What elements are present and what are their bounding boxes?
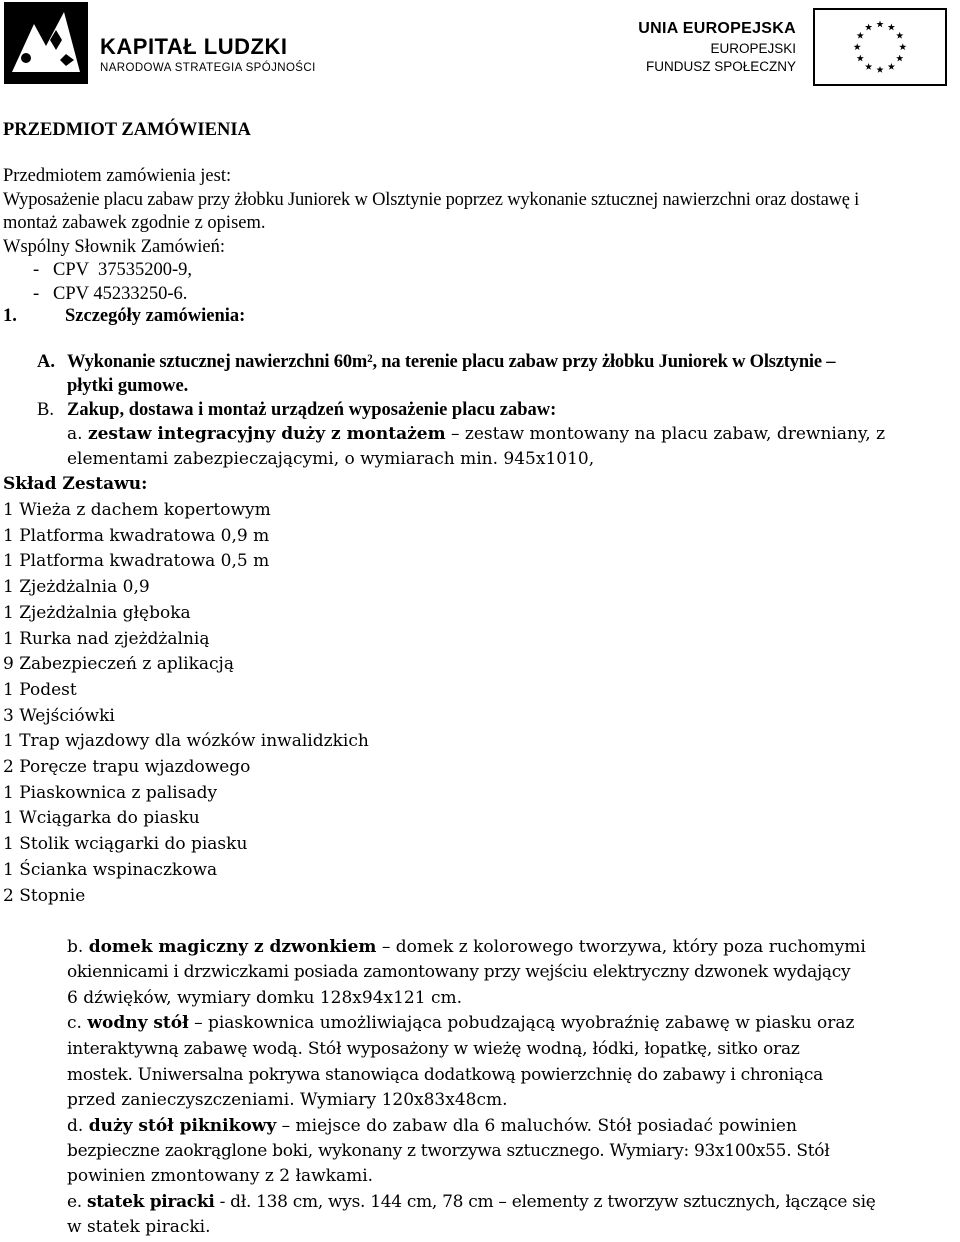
set-item: 1 Wciągarka do piasku: [3, 808, 200, 829]
subitem-desc: – domek z kolorowego tworzywa, który poza ruchomymi: [376, 937, 866, 957]
intro-text: Przedmiotem zamówienia jest:: [3, 166, 232, 186]
subitem-desc-line: bezpieczne zaokrąglone boki, wykonany z tworzywa sztucznego. Wymiary: 93x100x55. Stół: [67, 1141, 830, 1161]
document-heading: PRZEDMIOT ZAMÓWIENIA: [3, 120, 251, 140]
section-number: 1.: [3, 306, 17, 326]
set-item: 1 Zjeżdżalnia głęboka: [3, 602, 191, 623]
eu-fund-name: [646, 40, 796, 76]
eu-star-icon: [854, 43, 861, 50]
eu-star-icon: [865, 23, 872, 30]
set-item: 1 Ścianka wspinaczkowa: [3, 859, 218, 880]
item-text: płytki gumowe.: [67, 376, 189, 396]
subitem-desc-line: elementami zabezpieczającymi, o wymiarach min. 945x1010,: [67, 449, 595, 469]
subitem-desc-line: okiennicami i drzwiczkami posiada zamontowany przy wejściu elektryczny dzwonek wydający: [67, 962, 851, 982]
subitem-c: [67, 1013, 855, 1033]
item-label: A.: [37, 352, 55, 372]
program-title: KAPITAŁ LUDZKI: [100, 34, 288, 59]
subitem-d: [67, 1116, 797, 1136]
set-item: 1 Piaskownica z palisady: [3, 782, 218, 803]
eu-fund-line1: EUROPEJSKI: [710, 41, 796, 56]
subitem-name: domek magiczny z dzwonkiem: [88, 937, 377, 957]
set-contents-heading: Skład Zestawu:: [3, 474, 148, 494]
set-item: 1 Stolik wciągarki do piasku: [3, 834, 248, 855]
subitem-label: d.: [67, 1116, 84, 1136]
subitem-desc: – miejsce do zabaw dla 6 maluchów. Stół posiadać powinien: [276, 1116, 797, 1136]
item-text: Zakup, dostawa i montaż urządzeń wyposażenie placu zabaw:: [67, 400, 557, 420]
set-item: 1 Podest: [3, 679, 77, 700]
cpv-code: - CPV 45233250-6.: [33, 284, 188, 304]
subitem-desc-line: 6 dźwięków, wymiary domku 128x94x121 cm.: [67, 988, 463, 1008]
subitem-desc-line: powinien zmontowany z 2 ławkami.: [67, 1166, 374, 1186]
subitem-a: [67, 424, 885, 444]
cpv-code: - CPV 37535200-9,: [33, 260, 192, 280]
eu-star-icon: [876, 66, 883, 73]
eu-star-icon: [896, 55, 903, 62]
subitem-label: c.: [67, 1013, 82, 1033]
eu-title: UNIA EUROPEJSKA: [638, 20, 796, 37]
eu-star-icon: [857, 55, 864, 62]
eu-star-icon: [857, 32, 864, 39]
eu-star-icon: [888, 23, 895, 30]
subitem-label: a.: [67, 424, 83, 444]
eu-star-icon: [865, 63, 872, 70]
set-item: 1 Trap wjazdowy dla wózków inwalidzkich: [3, 731, 369, 752]
subitem-name: wodny stół: [87, 1013, 189, 1033]
subitem-e: [67, 1192, 876, 1212]
set-item: 1 Zjeżdżalnia 0,9: [3, 577, 150, 598]
subitem-label: e.: [67, 1192, 82, 1212]
set-item: 1 Rurka nad zjeżdżalnią: [3, 628, 210, 649]
eu-flag-icon: [813, 8, 947, 86]
subitem-name: zestaw integracyjny duży z montażem: [87, 424, 446, 444]
set-item: 1 Wieża z dachem kopertowym: [3, 500, 271, 520]
set-item: 9 Zabezpieczeń z aplikacją: [3, 654, 234, 675]
program-subtitle: NARODOWA STRATEGIA SPÓJNOŚCI: [100, 62, 316, 74]
subitem-desc-line: w statek piracki.: [67, 1217, 211, 1237]
cpv-title: Wspólny Słownik Zamówień:: [3, 237, 225, 257]
subitem-name: statek piracki: [86, 1192, 215, 1212]
set-item: 2 Poręcze trapu wjazdowego: [3, 757, 251, 777]
subitem-desc-line: mostek. Uniwersalna pokrywa stanowiąca dodatkową powierzchnię do zabawy i chroniąca: [67, 1065, 823, 1085]
subitem-name: duży stół piknikowy: [88, 1116, 277, 1136]
subitem-desc: – zestaw montowany na placu zabaw, drewniany, z: [445, 424, 886, 444]
kapital-ludzki-emblem-icon: [4, 2, 88, 84]
subitem-label: b.: [67, 937, 84, 957]
subitem-desc-line: przed zanieczyszczeniami. Wymiary 120x83x48cm.: [67, 1090, 508, 1110]
section-title: Szczegóły zamówienia:: [65, 306, 246, 326]
eu-fund-line2: FUNDUSZ SPOŁECZNY: [645, 59, 796, 74]
subitem-desc: – piaskownica umożliwiająca pobudzającą wyobraźnię zabawę w piasku oraz: [188, 1013, 855, 1033]
eu-star-icon: [876, 20, 883, 27]
subitem-desc-line: interaktywną zabawę wodą. Stół wyposażony w wieżę wodną, łódki, łopatkę, sitko oraz: [67, 1039, 800, 1059]
paragraph-line: Wyposażenie placu zabaw przy żłobku Juniorek w Olsztynie poprzez wykonanie sztucznej nawierzchni oraz dostawę i: [3, 190, 860, 210]
eu-star-icon: [899, 43, 906, 50]
set-item: 3 Wejściówki: [3, 705, 115, 726]
set-item: 2 Stopnie: [3, 885, 86, 906]
eu-star-icon: [896, 32, 903, 39]
set-item: 1 Platforma kwadratowa 0,5 m: [3, 551, 270, 572]
item-label: B.: [37, 400, 54, 420]
paragraph-line: montaż zabawek zgodnie z opisem.: [3, 213, 266, 233]
item-text: Wykonanie sztucznej nawierzchni 60m², na terenie placu zabaw przy żłobku Juniorek w Olsztynie –: [67, 352, 836, 372]
subitem-b: [67, 937, 866, 957]
set-item: 1 Platforma kwadratowa 0,9 m: [3, 525, 270, 546]
eu-star-icon: [888, 63, 895, 70]
subitem-desc: - dł. 138 cm, wys. 144 cm, 78 cm – elementy z tworzyw sztucznych, łączące się: [214, 1192, 876, 1212]
